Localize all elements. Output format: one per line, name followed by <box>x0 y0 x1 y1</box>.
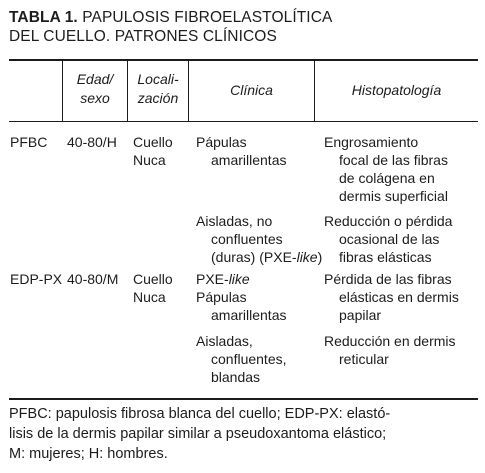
histo-line: ocasional de las <box>339 231 440 247</box>
clinica-line: confluentes <box>211 231 283 247</box>
footnote-line: M: mujeres; H: hombres. <box>9 446 168 462</box>
row-pfbc-edad: 40-80/H <box>67 134 117 150</box>
clinica-line <box>196 248 322 266</box>
header-edad: Edad/ <box>76 71 114 87</box>
header-rule <box>9 121 478 122</box>
histo-line: reticular <box>339 351 389 367</box>
histo-line: focal de las fibras <box>339 152 448 168</box>
row-edp-px-histo-2 <box>324 332 456 368</box>
histo-line: de colágena en <box>339 170 435 186</box>
title-line-2: DEL CUELLO. PATRONES CLÍNICOS <box>9 28 277 45</box>
row-pfbc-localizacion <box>133 133 173 169</box>
header-zacion: zación <box>137 90 179 106</box>
row-label-edp-px: EDP-PX <box>10 271 63 287</box>
histo-line: Engrosamiento <box>324 134 419 150</box>
clinica-text: (duras) (PXE- <box>211 249 297 265</box>
row-pfbc-clinica-1 <box>196 133 286 169</box>
histo-line: fibras elásticas <box>339 249 432 265</box>
header-locali: Locali- <box>137 71 179 87</box>
clinica-line <box>196 270 286 288</box>
histo-line: Pérdida de las fibras <box>324 271 452 287</box>
localizacion-cuello: Cuello <box>133 134 173 150</box>
header-edad-sexo <box>63 70 127 108</box>
clinica-line: Aisladas, <box>196 333 253 349</box>
row-edp-px-edad: 40-80/M <box>67 271 119 287</box>
histo-line: papilar <box>339 307 382 323</box>
table-title <box>9 8 479 46</box>
title-line-1: PAPULOSIS FIBROELASTOLÍTICA <box>82 9 333 26</box>
row-edp-px-clinica-2 <box>196 332 287 386</box>
header-histopatologia: Histopatología <box>351 82 442 98</box>
clinica-italic-like: like <box>228 271 250 287</box>
histo-line: Reducción o pérdida <box>324 213 453 229</box>
row-label-pfbc: PFBC <box>10 134 48 150</box>
localizacion-nuca: Nuca <box>133 152 166 168</box>
row-edp-px-clinica-1 <box>196 270 286 324</box>
clinica-line: Pápulas <box>196 134 247 150</box>
bottom-rule <box>9 398 478 400</box>
clinica-line: amarillentas <box>211 152 287 168</box>
localizacion-nuca: Nuca <box>133 289 166 305</box>
row-edp-px-localizacion <box>133 270 173 306</box>
row-pfbc-clinica-2 <box>196 212 322 266</box>
header-sexo: sexo <box>80 90 110 106</box>
histo-line: Reducción en dermis <box>324 333 456 349</box>
histo-line: elásticas en dermis <box>339 289 459 305</box>
header-clinica: Clínica <box>230 82 273 98</box>
footnote-line: PFBC: papulosis fibrosa blanca del cuello; EDP-PX: elastó- <box>9 406 391 422</box>
clinica-line: confluentes, <box>211 351 287 367</box>
table-footnote <box>9 404 481 464</box>
row-edp-px-histo-1 <box>324 270 459 324</box>
localizacion-cuello: Cuello <box>133 271 173 287</box>
row-pfbc-histo-2 <box>324 212 452 266</box>
table-number: TABLA 1. <box>9 9 78 26</box>
histo-line: dermis superficial <box>339 188 448 204</box>
clinica-line: blandas <box>211 369 261 385</box>
header-localizacion <box>128 70 188 108</box>
footnote-line: lisis de la dermis papilar similar a pseudoxantoma elástico; <box>9 426 387 442</box>
clinica-line: Aisladas, no <box>196 213 273 229</box>
clinica-text: PXE- <box>196 271 229 287</box>
clinica-line: amarillentas <box>211 307 287 323</box>
clinica-italic-like: like <box>296 249 318 265</box>
clinica-text: ) <box>317 249 323 265</box>
clinica-line: Pápulas <box>196 289 247 305</box>
row-pfbc-histo-1 <box>324 133 448 205</box>
top-rule <box>9 59 478 61</box>
